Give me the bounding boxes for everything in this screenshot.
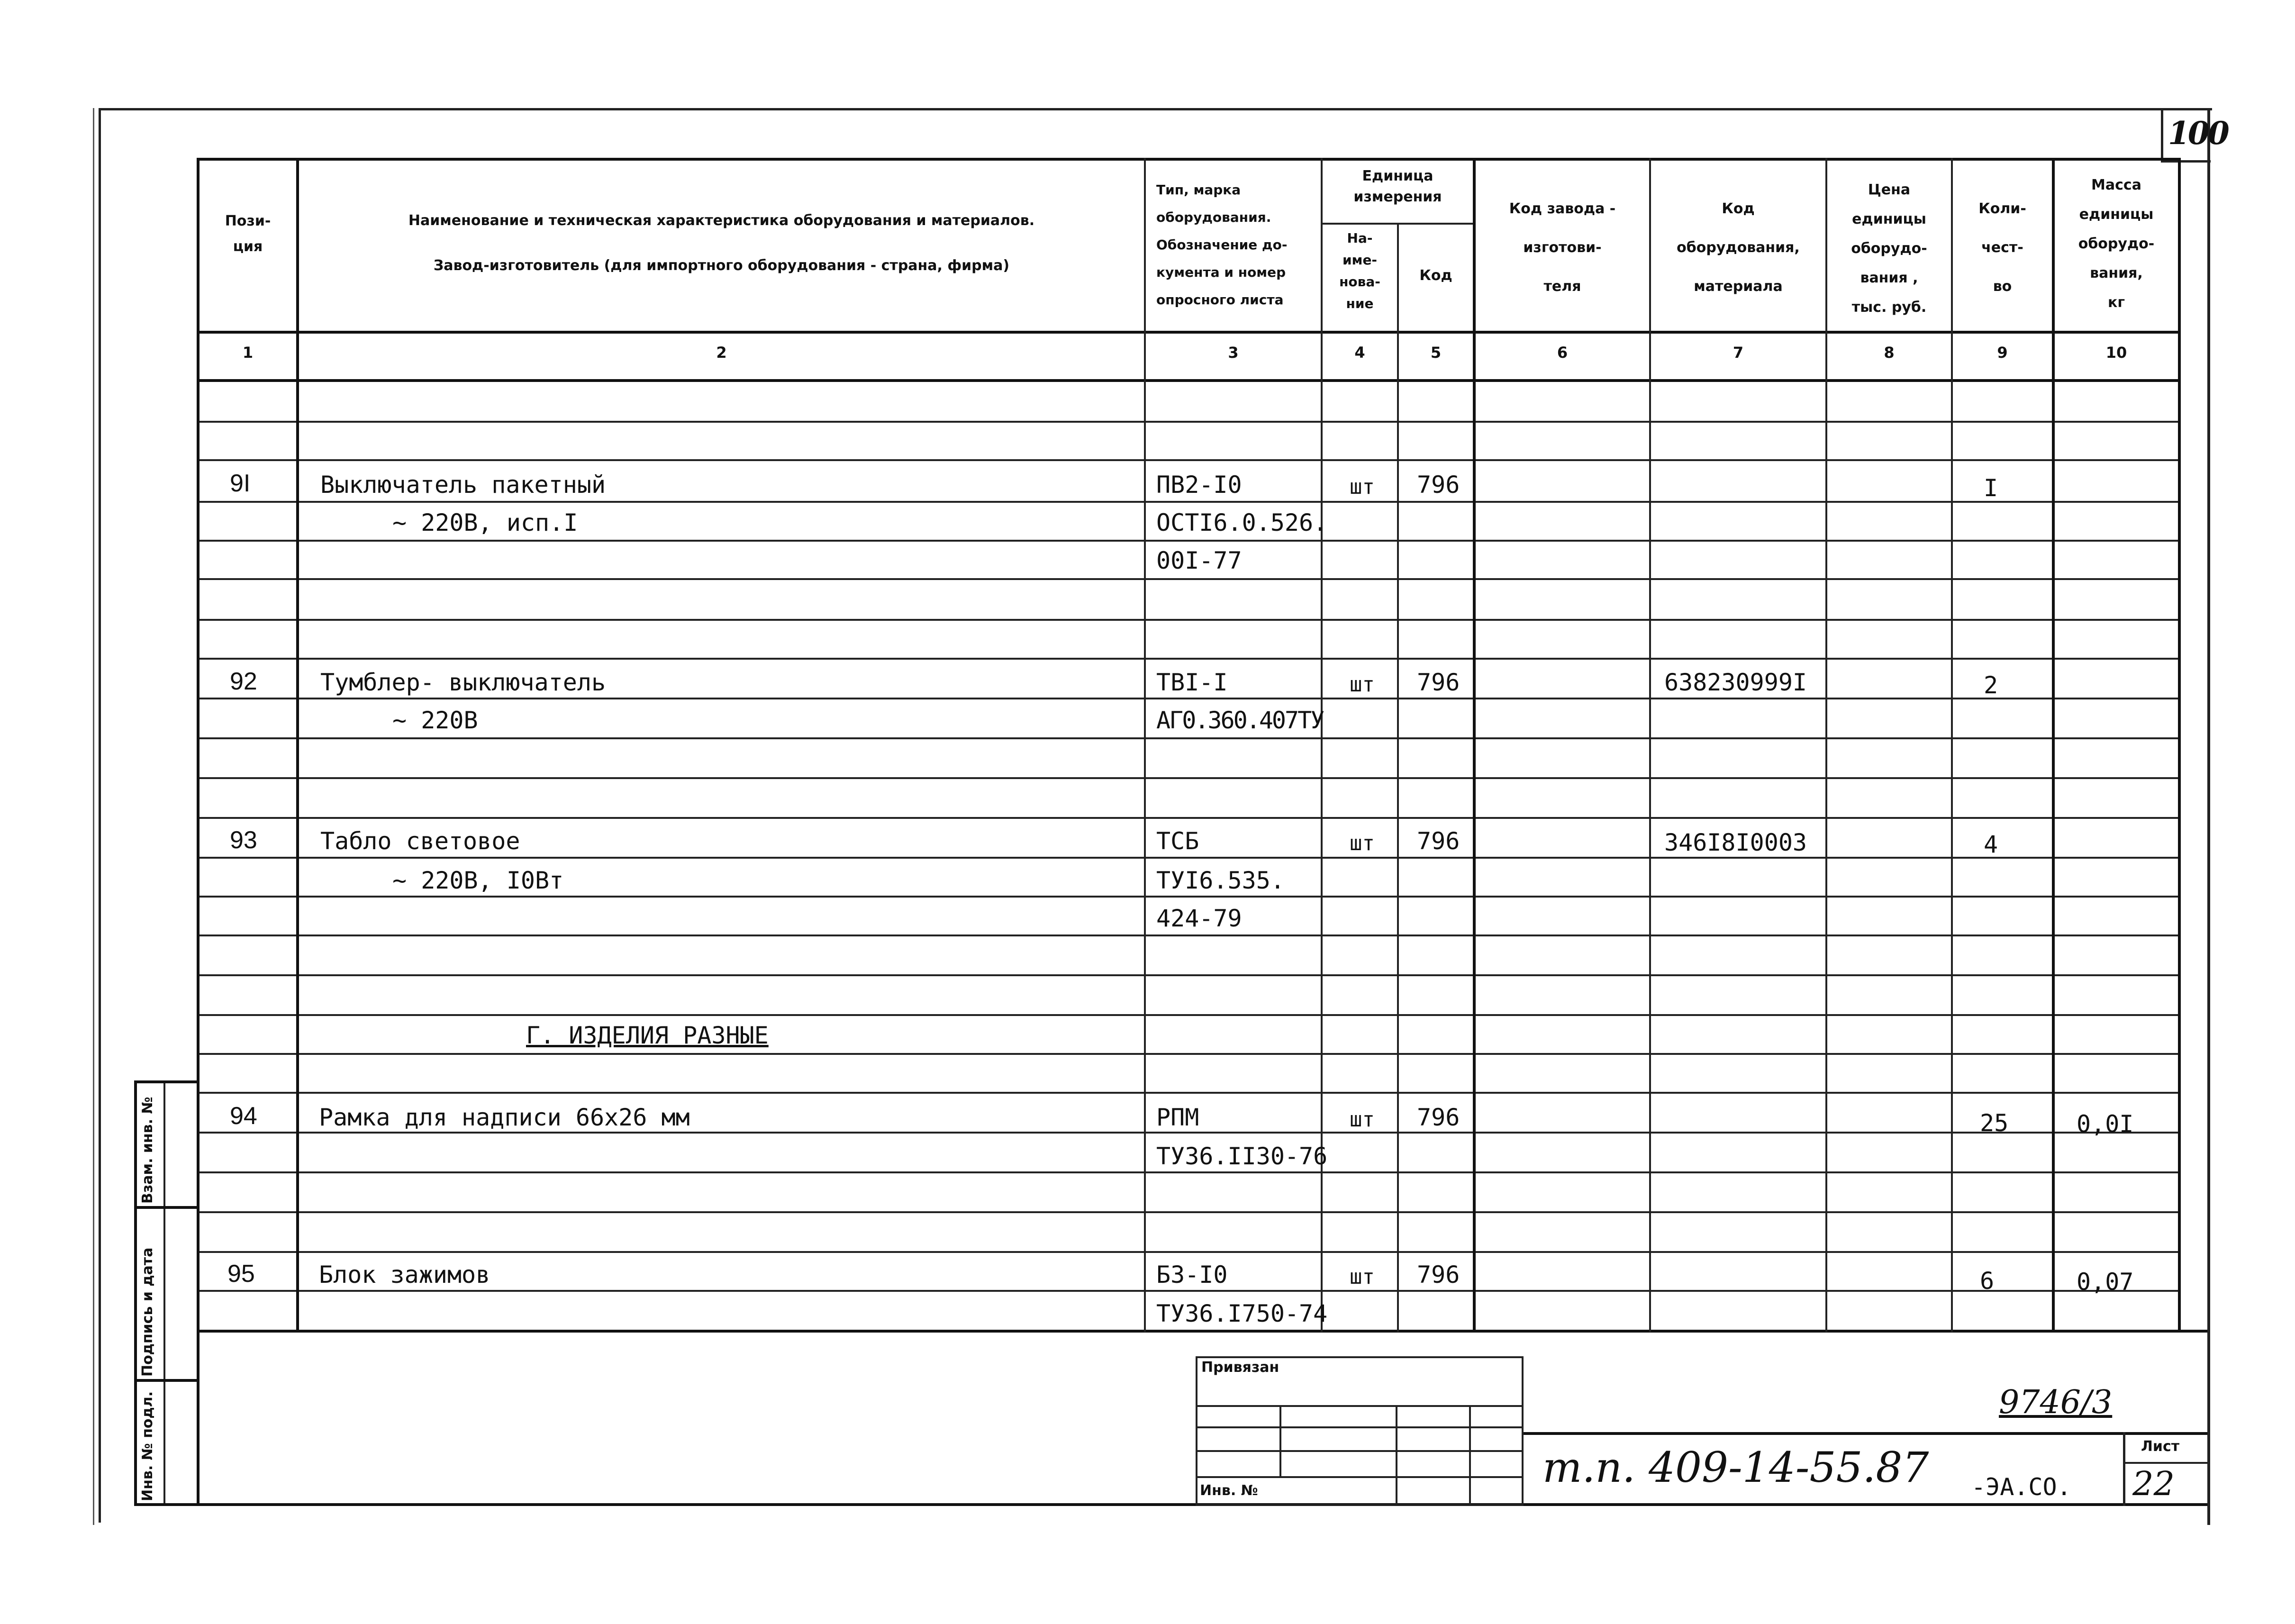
row91-name2: ~ 220В, исп.I <box>392 509 578 536</box>
row94-name: Рамка для надписи 66х26 мм <box>319 1104 690 1131</box>
colnum-7: 7 <box>1733 344 1744 362</box>
row-line <box>198 421 2179 423</box>
row92-type: ТВI-I <box>1156 669 1228 696</box>
colnum-6: 6 <box>1557 344 1568 362</box>
row-line <box>198 1290 2179 1292</box>
row94-position: 94 <box>230 1102 257 1130</box>
row95-type2: ТУ36.I750-74 <box>1156 1300 1328 1327</box>
col-line-7 <box>1825 158 1827 1332</box>
header-bottom-line <box>198 331 2179 334</box>
row-line <box>198 737 2179 739</box>
row-line <box>198 1251 2179 1253</box>
sheet-number: 22 <box>2132 1464 2175 1503</box>
row92-type2: АГ0.360.407ТУ <box>1156 707 1324 734</box>
colnum-5: 5 <box>1430 344 1442 362</box>
row92-code: 796 <box>1417 669 1460 696</box>
row-line <box>198 540 2179 542</box>
col-line-4 <box>1397 223 1399 1332</box>
stamp-line <box>1196 1426 1524 1428</box>
row91-name: Выключатель пакетный <box>320 471 606 499</box>
row95-type: БЗ-I0 <box>1156 1261 1228 1288</box>
row93-code: 796 <box>1417 827 1460 855</box>
row93-unit: шт <box>1350 831 1375 855</box>
colnum-bottom-line <box>198 379 2179 382</box>
colnum-9: 9 <box>1997 344 2008 362</box>
colnum-1: 1 <box>242 344 254 362</box>
row95-qty: 6 <box>1980 1267 1995 1295</box>
col-line-9 <box>2052 158 2055 1332</box>
stamp-vline <box>1279 1405 1281 1476</box>
stamp-vline <box>1469 1405 1471 1506</box>
row94-type: РПМ <box>1156 1104 1199 1131</box>
table-bottom-line <box>198 1330 2207 1333</box>
row92-name: Тумблер- выключатель <box>320 669 606 696</box>
row-line <box>198 698 2179 699</box>
archive-number: 9746/3 <box>1999 1384 2113 1421</box>
row-line <box>198 817 2179 819</box>
scan-edge-line <box>93 108 94 1525</box>
row93-type: ТСБ <box>1156 827 1199 855</box>
frame-bottom-line <box>134 1503 2207 1506</box>
colnum-2: 2 <box>716 344 727 362</box>
row94-type2: ТУ36.II30-76 <box>1156 1143 1328 1170</box>
row91-code: 796 <box>1417 471 1460 499</box>
row91-unit: шт <box>1350 475 1375 499</box>
colnum-8: 8 <box>1884 344 1895 362</box>
row-line <box>198 1092 2179 1094</box>
stamp-line <box>1196 1450 1524 1452</box>
row-line <box>198 934 2179 936</box>
frame-right-edge <box>2207 108 2210 1525</box>
row91-position: 9I <box>230 470 251 497</box>
header-col7: Код оборудования, материала <box>1677 200 1800 295</box>
header-col8: Цена единицы оборудо- вания , тыс. руб. <box>1851 181 1927 316</box>
row93-type3: 424-79 <box>1156 905 1242 932</box>
header-col9: Коли- чест- во <box>1978 200 2026 295</box>
row92-unit: шт <box>1350 672 1375 697</box>
col-line-8 <box>1951 158 1953 1332</box>
header-col10: Масса единицы оборудо- вания, кг <box>2078 177 2155 311</box>
row95-position: 95 <box>227 1260 255 1288</box>
row94-code: 796 <box>1417 1104 1460 1131</box>
side-strip-sep1 <box>134 1206 200 1209</box>
row93-name2: ~ 220В, I0Вт <box>392 867 564 894</box>
header-col1: Пози- ция <box>225 213 271 255</box>
row95-mass: 0,07 <box>2077 1268 2134 1296</box>
row95-unit: шт <box>1350 1265 1375 1289</box>
col-line-10 <box>2178 158 2181 1332</box>
col-line-1 <box>296 158 299 1332</box>
header-col3: Тип, марка оборудования. Обозначение до- кумента и номер опросного листа <box>1156 182 1288 308</box>
row91-type: ПВ2-I0 <box>1156 471 1242 499</box>
row92-position: 92 <box>230 668 257 695</box>
row-line <box>198 1211 2179 1213</box>
stamp-line <box>1196 1476 1524 1478</box>
row94-unit: шт <box>1350 1107 1375 1132</box>
row-line <box>198 896 2179 898</box>
row93-qty: 4 <box>1984 831 1998 858</box>
row-line <box>198 1171 2179 1173</box>
row94-qty: 25 <box>1980 1109 2009 1137</box>
document-code: т.п. 409-14-55.87 <box>1542 1443 1929 1492</box>
side-label-vzam: Взам. инв. № <box>139 1097 156 1204</box>
col-line-5 <box>1473 158 1476 1332</box>
doc-code-line <box>1524 1432 2207 1435</box>
row-line <box>198 777 2179 779</box>
row91-type3: 00I-77 <box>1156 547 1242 574</box>
sheet-label: Лист <box>2141 1438 2180 1455</box>
row-line <box>198 501 2179 503</box>
row-line <box>198 578 2179 580</box>
document-suffix: -ЭА.СО. <box>1971 1473 2071 1501</box>
col-line-2 <box>1144 158 1146 1332</box>
header-col2: Наименование и техническая характеристика оборудования и материалов. Завод-изготовитель (для импортного оборудования - страна, фирма) <box>408 212 1035 274</box>
section-title: Г. ИЗДЕЛИЯ РАЗНЫЕ <box>526 1022 769 1049</box>
stamp-line <box>1196 1405 1524 1407</box>
row91-type2: ОСТI6.0.526. <box>1156 509 1328 536</box>
row-line <box>198 1132 2179 1134</box>
row-line <box>198 658 2179 660</box>
row-line <box>198 1014 2179 1016</box>
row-line <box>198 857 2179 859</box>
header-col45-group: Единица измерения <box>1353 168 1442 205</box>
row-line <box>198 1053 2179 1055</box>
row91-qty: I <box>1984 474 1998 502</box>
colnum-3: 3 <box>1228 344 1239 362</box>
row-line <box>198 619 2179 621</box>
side-label-inv: Инв. № подл. <box>139 1391 156 1501</box>
table-top-line <box>198 158 2179 161</box>
inv-number-label: Инв. № <box>1200 1482 1258 1499</box>
row92-qty: 2 <box>1984 671 1998 699</box>
row92-name2: ~ 220В <box>392 707 478 734</box>
row-line <box>198 459 2179 461</box>
binding-stamp-label: Привязан <box>1201 1359 1279 1376</box>
row-line <box>198 974 2179 976</box>
stamp-vline <box>1396 1405 1397 1506</box>
col-line-6 <box>1649 158 1651 1332</box>
row93-position: 93 <box>230 826 257 854</box>
header-col6: Код завода - изготови- теля <box>1509 200 1616 295</box>
row93-material-code: 346I8I0003 <box>1664 829 1807 856</box>
side-strip-mid <box>163 1080 165 1506</box>
sheet-corner-number: 100 <box>2168 115 2228 152</box>
side-label-podpis: Подпись и дата <box>139 1247 156 1377</box>
side-strip-top <box>134 1080 200 1083</box>
row94-mass: 0,0I <box>2077 1110 2134 1138</box>
row92-material-code: 638230999I <box>1664 669 1807 696</box>
row93-type2: ТУI6.535. <box>1156 867 1285 894</box>
row95-name: Блок зажимов <box>319 1261 490 1288</box>
side-strip-sep2 <box>134 1379 200 1382</box>
row95-code: 796 <box>1417 1261 1460 1288</box>
colnum-10: 10 <box>2105 344 2127 362</box>
sheet-corner-box <box>2161 108 2228 163</box>
header-col5: Код <box>1419 267 1452 284</box>
row93-name: Табло световое <box>320 827 520 855</box>
colnum-4: 4 <box>1354 344 1365 362</box>
header-col4: На- име- нова- ние <box>1339 230 1380 311</box>
sheet-box-line <box>2123 1462 2207 1464</box>
side-strip-left <box>134 1080 137 1506</box>
